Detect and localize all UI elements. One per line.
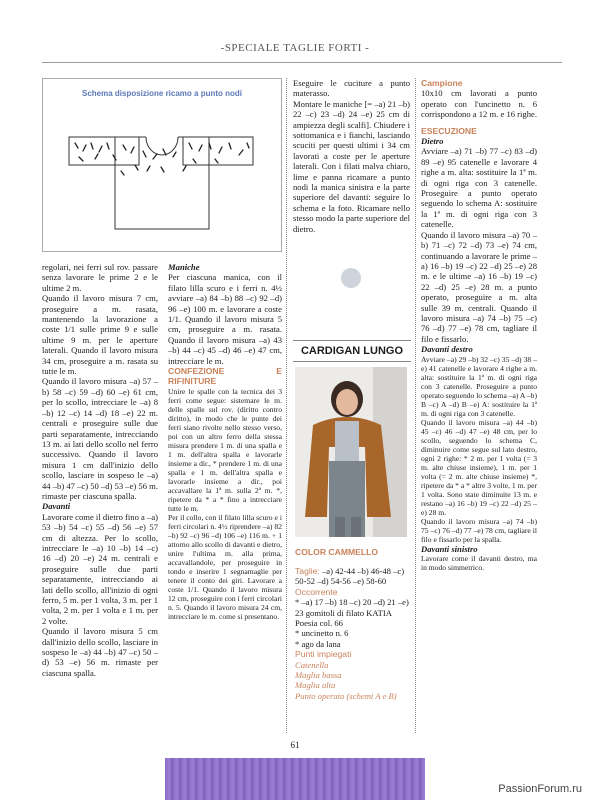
paragraph: Quando il lavoro misura –a) 70 –b) 71 –c) 72 –d) 73 –e) 74 cm, continuando a lavorare le prime –a) 16 –b) 19 –c) 22 –d) 25 –e) 28 m. e le ultime –a) 16 –b) 19 –c) 22 –d) 25 –e) 28 m. a punto operato, proseguire a m. alta sulle 39 m. centrali. Quando il lavoro misura –a) 74 –b) 75 –c) 76 –d) 77 –e) 78 cm, tagliare il filo e fissarlo. — [421, 229, 537, 344]
woman-in-cardigan-illustration — [295, 367, 407, 537]
paragraph: Montare le maniche [= –a) 21 –b) 22 –c) 23 –d) 24 –e) 25 cm di ampiezza degli scalfi]. Chiudere i sottomanica e i fianchi, lasciando scuciti per questi ultimi i 34 cm lavorati a coste per le aperture laterali. Con i filati malva chiaro, lime e panna ricamare a punto nodi la manica sinistra e la parte superiore del davanti: seguire lo schema e la foto. Ricamare nello stesso modo la parte superiore del dietro. — [293, 98, 410, 234]
paragraph: Quando il lavoro misura 7 cm, proseguire a m. rasata, mantenendo la lavorazione a coste 1/1 sulle prime 9 e sulle ultime 9 m. per le aperture laterali. Quando il lavoro misura 34 cm, proseguire a m. rasata su tutte le m. — [42, 293, 158, 377]
material-item: * uncinetto n. 6 — [295, 628, 349, 639]
paragraph: Avviare –a) 29 –b) 32 –c) 35 –d) 38 –e) 41 catenelle e lavorare 4 righe a m. alta: sostituire la 1ª m. di ogni riga con 3 catenelle. Proseguire a punto operato seguendo lo schema –a) A –b) B –c) A –d) B –e) A: sostituire la 1ª m. di ogni riga con 3 catenelle. — [421, 354, 537, 418]
yarn-logo-icon — [341, 268, 361, 288]
section-subheading: Davanti sinistro — [421, 543, 478, 554]
text-column-3 — [293, 78, 410, 234]
knit-texture-band — [165, 758, 425, 800]
embroidery-schema — [42, 78, 282, 252]
paragraph: Quando il lavoro misura 5 cm dall'inizio dello scollo, lasciare in sospeso le –a) 44 –b) 47 –c) 50 –d) 53 –e) 56 m. rimaste per ciascuna spalla. — [42, 626, 158, 678]
page-number: 61 — [290, 740, 300, 750]
page-header: -SPECIALE TAGLIE FORTI - — [220, 42, 370, 54]
pattern-title: CARDIGAN LUNGO — [293, 340, 411, 362]
paragraph: Eseguire le cuciture a punto materasso. — [293, 78, 410, 99]
paragraph: Per ciascuna manica, con il filato lilla scuro e i ferri n. 4½ avviare –a) 84 –b) 88 –c) 92 –d) 96 –e) 100 m. e lavorare a coste 1/1. Quando il lavoro misura 5 cm, proseguire a m. rasata. Quando il lavoro misura –a) 43 –b) 44 –c) 45 –d) 46 –e) 47 cm, intrecciare le m. — [168, 272, 282, 366]
column-separator — [415, 78, 416, 733]
section-subheading: Davanti destro — [421, 344, 473, 355]
paragraph: Quando il lavoro misura –a) 74 –b) 75 –c) 76 –d) 77 –e) 78 cm, tagliare il filo e fissarlo per la spalla. — [421, 516, 537, 544]
schema-title: Schema disposizione ricamo a punto nodi — [81, 89, 243, 98]
paragraph: regolari, nei ferri sul rov. passare senza lavorare le prime 2 e le ultime 2 m. — [42, 262, 158, 293]
text-column-1 — [42, 262, 158, 678]
text-column-4 — [421, 78, 537, 572]
paragraph: Per il collo, con il filato lilla scuro e i ferri circolari n. 4½ riprendere –a) 82 –b) 92 –c) 96 –d) 106 –e) 116 m. + 1 attorno allo scollo di davanti e dietro, unire l'ultima m. alla prima, accavallandole, per proseguire in tondo e inserire 1 segnamaglie per tenere il conto dei giri. Lavorare a coste 1/1. Quando il lavoro misura 12 cm, proseguire con i ferri circolari n. 5. Quando il lavoro misura 24 cm, intrecciare le m. come si presentano. — [168, 512, 282, 621]
paragraph: Unire le spalle con la tecnica dei 3 ferri come segue: sistemare le m. delle spalle sul rov. (diritto contro diritto), in modo che le punte dei ferri siano rivolte nello stesso verso, poi con un altro ferro della stessa misura prendere 1 m. di una spalla e 1 m. dell'altra spalla e lavorarle insieme a dir., * prendere 1 m. di una spalla e 1 m. dell'altra spalla e lavorarle insieme a dir., poi accavallare la 1ª m. sulla 2ª m. *, ripetere da * a * fino a intrecciare tutte le m. — [168, 386, 282, 513]
stitch-item: Catenella — [295, 659, 329, 670]
sizes-label: Taglie: — [295, 566, 320, 576]
section-heading: CONFEZIONE E RIFINITURE — [168, 366, 282, 387]
section-heading: Campione — [421, 78, 463, 88]
paragraph: Avviare –a) 71 –b) 77 –c) 83 –d) 89 –e) 95 catenelle e lavorare 4 righe a m. alta: sostituire la 1ª m. di ogni riga con 3 catenelle. Proseguire a punto operato seguendo lo schema A: sostituire la 1ª m. di ogni riga con 3 catenelle. — [421, 146, 537, 230]
stitch-item: Maglia alta — [295, 680, 336, 691]
header-rule — [42, 62, 562, 63]
watermark: PassionForum.ru — [498, 783, 582, 795]
section-heading: ESECUZIONE — [421, 125, 477, 136]
paragraph: Quando il lavoro misura –a) 57 –b) 58 –c) 59 –d) 60 –e) 61 cm, per lo scollo, intrecciare le –a) 8 –b) 12 –c) 14 –d) 18 –e) 22 m. centrali e proseguire sulle due parti separatamente, intrecciando 13 m. ai lati dello scollo nel ferro successivo. Quando il lavoro misura 1 cm dall'inizio dello scollo, lasciare in sospeso le –a) 44 –b) 47 –c) 50 –d) 53 –e) 56 m. rimaste per ciascuna spalla. — [42, 376, 158, 501]
paragraph: Lavorare come il dietro fino a –a) 53 –b) 54 –c) 55 –d) 56 –e) 57 cm di altezza. Per lo scollo, intrecciare le –a) 10 –b) 14 –c) 16 –d) 20 –e) 24 m. centrali e proseguire sulle due parti separatamente, intrecciando ai lati dello scollo, all'inizio di ogni ferro, 5 m. per 1 volta, 3 m. per 1 volta, 2 m. per 1 volta e 1 m. per 2 volte. — [42, 511, 158, 626]
paragraph: Quando il lavoro misura –a) 44 –b) 45 –c) 46 –d) 47 –e) 48 cm, per lo scollo, seguendo lo schema C, diminuire come segue sul lato destro, ogni 2 righe: * 2 m. per 1 volta (= 3 m. alte chiuse insieme), 1 m. per 1 volta (= 2 m. alte chiuse insieme) *, ripetere da * a * altre 3 volte, 1 m. per 1 volta. Sono state diminuite 13 m. e restano –a) 16 –b) 19 –c) 22 –d) 25 –e) 28 m. — [421, 417, 537, 517]
column-separator — [286, 78, 287, 733]
paragraph: Lavorare come il davanti destro, ma in modo simmetrico. — [421, 553, 537, 572]
sweater-outline-diagram — [43, 79, 281, 251]
material-item: * ago da lana — [295, 638, 341, 649]
color-name: COLOR CAMMELLO — [295, 547, 379, 557]
cardigan-photo — [295, 367, 407, 537]
materials-heading: Occorrente — [295, 586, 338, 597]
sizes-values: –a) 42-44 –b) 46-48 –c) 50-52 –d) 54-56 –e) 58-60 — [295, 566, 405, 587]
stitches-heading: Punti impiegati — [295, 649, 352, 660]
section-subheading: Maniche — [168, 262, 200, 272]
stitch-item: Punto operato (schemi A e B) — [295, 690, 397, 701]
section-subheading: Dietro — [421, 136, 444, 147]
materials-block — [295, 566, 410, 701]
paragraph: 10x10 cm lavorati a punto operato con l'uncinetto n. 6 corrispondono a 12 m. e 16 righe. — [421, 88, 537, 120]
material-item: * –a) 17 –b) 18 –c) 20 –d) 21 –e) 23 gomitoli di filato KATIA Poesia col. 66 — [295, 597, 409, 629]
text-column-2 — [168, 262, 282, 621]
stitch-item: Maglia bassa — [295, 670, 342, 681]
section-subheading: Davanti — [42, 501, 71, 512]
